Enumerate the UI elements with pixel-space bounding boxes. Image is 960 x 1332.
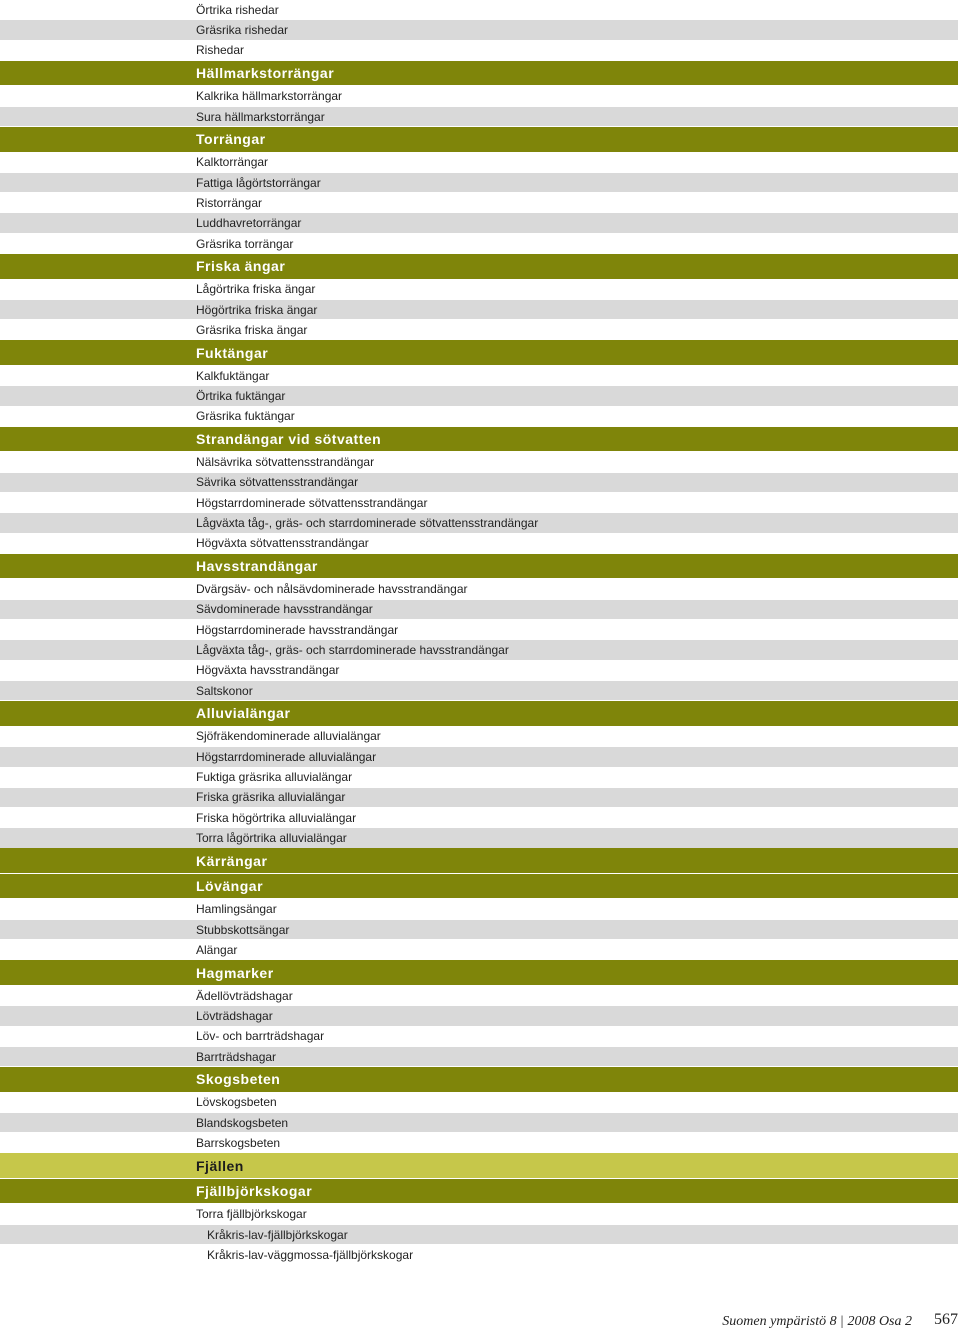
page-footer (0, 1310, 960, 1332)
list-item-hamlingsängar (0, 899, 958, 919)
list-item-gräsrika-fuktängar (0, 407, 958, 427)
item-label: Högväxta sötvattensstrandängar (196, 536, 369, 551)
section-header-lövängar (0, 874, 958, 899)
section-header-hällmarkstorrängar (0, 61, 958, 86)
list-item-fuktiga-gräsrika-alluvialängar (0, 767, 958, 787)
list-item-högväxta-sötvattensstrandängar (0, 534, 958, 554)
section-title: Torrängar (196, 131, 266, 148)
list-item-kalkfuktängar (0, 366, 958, 386)
item-label: Kalkfuktängar (196, 368, 270, 383)
section-header-strandängar-vid-sötvatten (0, 427, 958, 452)
item-label: Örtrika fuktängar (196, 389, 286, 404)
item-label: Saltskonor (196, 683, 253, 698)
section-title: Fuktängar (196, 344, 269, 361)
list-item-sävdominerade-havsstrandängar (0, 600, 958, 620)
item-label: Nälsävrika sötvattensstrandängar (196, 455, 375, 470)
list-item-alängar (0, 940, 958, 960)
item-label: Gräsrika torrängar (196, 236, 294, 251)
list-item-rishedar (0, 41, 958, 61)
list-item-stubbskottsängar (0, 920, 958, 940)
item-label: Gräsrika rishedar (196, 23, 289, 38)
section-header-fjällen (0, 1153, 958, 1178)
list-item-friska-gräsrika-alluvialängar (0, 788, 958, 808)
list-item-kalkrika-hällmarkstorrängar (0, 86, 958, 106)
item-label: Lövskogsbeten (196, 1095, 277, 1110)
section-header-kärrängar (0, 848, 958, 873)
list-item-lågörtrika-friska-ängar (0, 280, 958, 300)
item-label: Högstarrdominerade havsstrandängar (196, 622, 399, 637)
section-header-hagmarker (0, 960, 958, 985)
section-header-skogsbeten (0, 1067, 958, 1092)
section-title: Havsstrandängar (196, 558, 318, 575)
list-item-gräsrika-friska-ängar (0, 320, 958, 340)
list-item-högörtrika-friska-ängar (0, 300, 958, 320)
item-label: Barrträdshagar (196, 1049, 277, 1064)
section-title: Friska ängar (196, 258, 286, 275)
section-header-havsstrandängar (0, 554, 958, 579)
section-title: Lövängar (196, 878, 264, 895)
section-title: Hällmarkstorrängar (196, 65, 335, 82)
footer-citation (722, 1314, 912, 1330)
list-item-kalktorrängar (0, 153, 958, 173)
item-label: Luddhavretorrängar (196, 216, 302, 231)
item-label: Lågväxta tåg-, gräs- och starrdominerade havsstrandängar (196, 643, 509, 658)
list-item-gräsrika-rishedar (0, 20, 958, 40)
section-title: Strandängar vid sötvatten (196, 431, 382, 448)
list-item-högstarrdominerade-havsstrandängar (0, 620, 958, 640)
section-title: Alluvialängar (196, 705, 291, 722)
list-item-luddhavretorrängar (0, 213, 958, 233)
section-title: Skogsbeten (196, 1071, 281, 1088)
list-item-lågväxta-tåg-gräs-och-starrdominerade-sötvattensstrandängar (0, 513, 958, 533)
footer-publication: Suomen ympäristö 8 (722, 1314, 837, 1329)
list-item-högstarrdominerade-alluvialängar (0, 747, 958, 767)
item-label: Lågörtrika friska ängar (196, 282, 316, 297)
footer-issue: 2008 Osa 2 (847, 1314, 912, 1329)
page-number: 567 (934, 1311, 958, 1328)
section-header-torrängar (0, 127, 958, 152)
item-label: Torra lågörtrika alluvialängar (196, 830, 347, 845)
list-item-barrskogsbeten (0, 1133, 958, 1153)
item-label: Högstarrdominerade alluvialängar (196, 749, 377, 764)
item-label: Gräsrika fuktängar (196, 409, 295, 424)
item-label: Högstarrdominerade sötvattensstrandängar (196, 495, 428, 510)
list-item-lövträdshagar (0, 1006, 958, 1026)
item-label: Stubbskottsängar (196, 922, 290, 937)
item-label: Sävrika sötvattensstrandängar (196, 475, 359, 490)
list-item-torra-lågörtrika-alluvialängar (0, 828, 958, 848)
item-label: Lågväxta tåg-, gräs- och starrdominerade sötvattensstrandängar (196, 516, 539, 531)
item-label: Kalkrika hällmarkstorrängar (196, 89, 343, 104)
list-item-lövskogsbeten (0, 1093, 958, 1113)
list-item-dvärgsäv-och-nålsävdominerade-havsstrandängar (0, 579, 958, 599)
list-item-lågväxta-tåg-gräs-och-starrdominerade-havsstrandängar (0, 640, 958, 660)
section-title: Fjällbjörkskogar (196, 1183, 313, 1200)
list-item-barrträdshagar (0, 1047, 958, 1067)
item-label: Hamlingsängar (196, 902, 277, 917)
list-item-sävrika-sötvattensstrandängar (0, 473, 958, 493)
item-label: Barrskogsbeten (196, 1135, 281, 1150)
item-label: Gräsrika friska ängar (196, 322, 308, 337)
section-header-alluvialängar (0, 701, 958, 726)
list-item-örtrika-rishedar (0, 0, 958, 20)
item-label: Sura hällmarkstorrängar (196, 109, 325, 124)
list-item-kråkris-lav-fjällbjörkskogar (0, 1225, 958, 1245)
item-label: Löv- och barrträdshagar (196, 1029, 325, 1044)
list-item-kråkris-lav-väggmossa-fjällbjörkskogar (0, 1245, 958, 1265)
item-label: Ädellövträdshagar (196, 988, 293, 1003)
list-item-ädellövträdshagar (0, 986, 958, 1006)
section-header-fjällbjörkskogar (0, 1179, 958, 1204)
list-item-friska-högörtrika-alluvialängar (0, 808, 958, 828)
item-label: Fuktiga gräsrika alluvialängar (196, 770, 353, 785)
list-item-saltskonor (0, 681, 958, 701)
list-item-sjöfräkendominerade-alluvialängar (0, 727, 958, 747)
footer-separator: | (840, 1314, 844, 1329)
list-item-nälsävrika-sötvattensstrandängar (0, 452, 958, 472)
section-title: Hagmarker (196, 964, 274, 981)
item-label: Sjöfräkendominerade alluvialängar (196, 729, 381, 744)
item-label: Örtrika rishedar (196, 2, 279, 17)
item-label: Torra fjällbjörkskogar (196, 1207, 307, 1222)
section-header-friska-ängar (0, 254, 958, 279)
section-header-fuktängar (0, 340, 958, 365)
item-label: Alängar (196, 942, 238, 957)
list-item-blandskogsbeten (0, 1113, 958, 1133)
list-item-högstarrdominerade-sötvattensstrandängar (0, 493, 958, 513)
item-label: Kalktorrängar (196, 155, 269, 170)
item-label: Kråkris-lav-väggmossa-fjällbjörkskogar (207, 1247, 414, 1262)
list-item-örtrika-fuktängar (0, 386, 958, 406)
item-label: Ristorrängar (196, 195, 263, 210)
list-item-torra-fjällbjörkskogar (0, 1204, 958, 1224)
section-title: Kärrängar (196, 852, 268, 869)
item-label: Kråkris-lav-fjällbjörkskogar (207, 1227, 348, 1242)
list-item-fattiga-lågörtstorrängar (0, 173, 958, 193)
item-label: Friska gräsrika alluvialängar (196, 790, 346, 805)
list-item-sura-hällmarkstorrängar (0, 107, 958, 127)
item-label: Lövträdshagar (196, 1008, 273, 1023)
item-label: Blandskogsbeten (196, 1115, 289, 1130)
list-item-högväxta-havsstrandängar (0, 661, 958, 681)
item-label: Rishedar (196, 43, 245, 58)
item-label: Friska högörtrika alluvialängar (196, 810, 357, 825)
list-item-ristorrängar (0, 193, 958, 213)
section-title: Fjällen (196, 1157, 244, 1174)
item-label: Dvärgsäv- och nålsävdominerade havsstrandängar (196, 582, 468, 597)
item-label: Högörtrika friska ängar (196, 302, 318, 317)
item-label: Sävdominerade havsstrandängar (196, 602, 373, 617)
item-label: Fattiga lågörtstorrängar (196, 175, 321, 190)
list-item-löv-och-barrträdshagar (0, 1026, 958, 1046)
list-item-gräsrika-torrängar (0, 234, 958, 254)
item-label: Högväxta havsstrandängar (196, 663, 340, 678)
